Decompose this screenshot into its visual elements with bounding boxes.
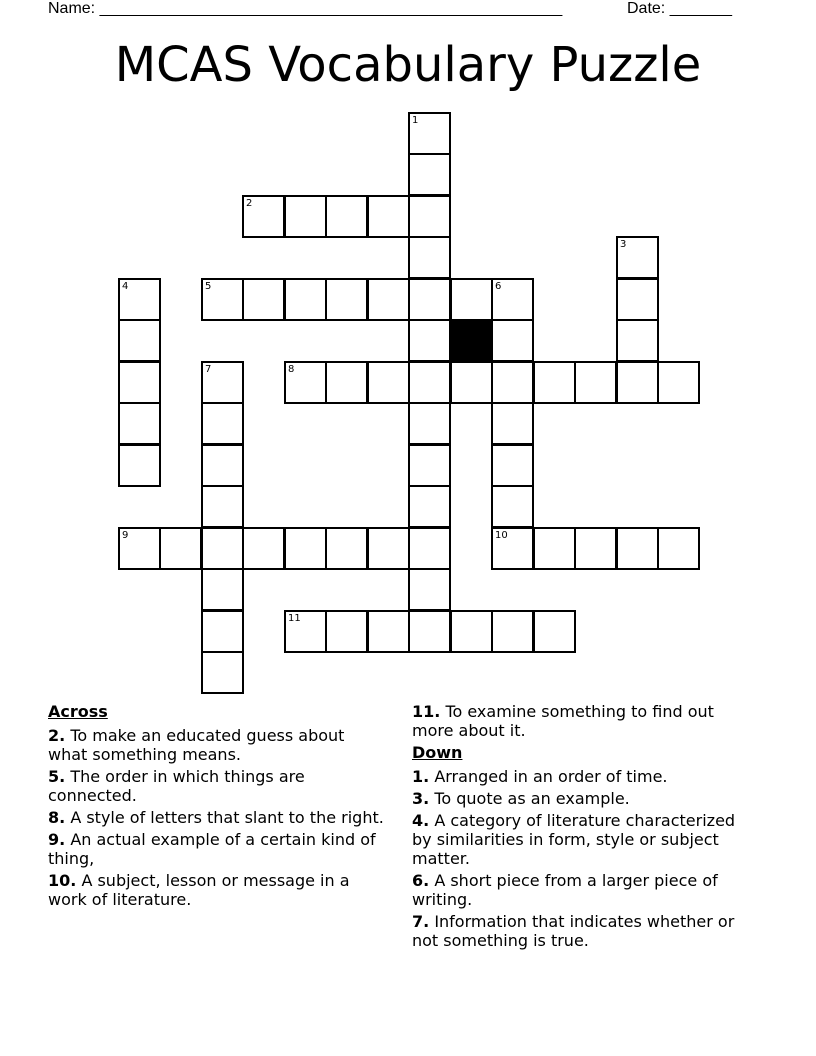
crossword-cell[interactable]	[325, 610, 368, 653]
clue-down-6: 6. A short piece from a larger piece of writing.	[412, 871, 718, 909]
clue-across-10: 10. A subject, lesson or message in a work of literature.	[48, 871, 350, 909]
crossword-cell[interactable]	[367, 195, 410, 238]
crossword-cell[interactable]	[533, 527, 576, 570]
crossword-cell[interactable]	[242, 278, 285, 321]
crossword-cell[interactable]	[201, 444, 244, 487]
crossword-cell[interactable]	[408, 319, 451, 362]
crossword-cell[interactable]	[657, 361, 700, 404]
crossword-cell[interactable]	[408, 361, 451, 404]
crossword-cell[interactable]	[367, 278, 410, 321]
crossword-cell[interactable]	[118, 361, 161, 404]
crossword-cell[interactable]	[491, 610, 534, 653]
crossword-cell[interactable]	[325, 195, 368, 238]
crossword-cell[interactable]	[408, 402, 451, 445]
crossword-cell[interactable]	[450, 610, 493, 653]
crossword-cell[interactable]	[616, 361, 659, 404]
crossword-cell[interactable]	[408, 195, 451, 238]
clue-down-4: 4. A category of literature characterized by similarities in form, style or subject matter.	[412, 811, 736, 868]
clue-number: 7	[205, 364, 212, 375]
crossword-cell[interactable]	[616, 319, 659, 362]
clues-column-right	[412, 702, 752, 953]
crossword-cell[interactable]	[408, 236, 451, 279]
crossword-cell[interactable]	[284, 361, 327, 404]
down-heading: Down	[412, 743, 463, 762]
crossword-cell[interactable]	[118, 527, 161, 570]
clue-down-7: 7. Information that indicates whether or not something is true.	[412, 912, 735, 950]
crossword-cell[interactable]	[201, 361, 244, 404]
clue-number: 6	[495, 281, 502, 292]
clue-across-8: 8. A style of letters that slant to the right.	[48, 808, 384, 827]
clue-across-9: 9. An actual example of a certain kind of thing,	[48, 830, 376, 868]
crossword-cell[interactable]	[574, 361, 617, 404]
across-heading: Across	[48, 702, 108, 721]
crossword-cell[interactable]	[284, 610, 327, 653]
crossword-cell[interactable]	[284, 278, 327, 321]
crossword-cell[interactable]	[491, 402, 534, 445]
clue-number: 1	[412, 115, 419, 126]
crossword-cell[interactable]	[201, 485, 244, 528]
crossword-cell[interactable]	[408, 485, 451, 528]
crossword-cell[interactable]	[616, 527, 659, 570]
crossword-cell[interactable]	[159, 527, 202, 570]
crossword-cell[interactable]	[491, 361, 534, 404]
crossword-cell[interactable]	[450, 361, 493, 404]
crossword-cell[interactable]	[408, 153, 451, 196]
crossword-cell[interactable]	[367, 527, 410, 570]
crossword-cell[interactable]	[201, 610, 244, 653]
crossword-cell[interactable]	[408, 610, 451, 653]
clue-number: 4	[122, 281, 129, 292]
crossword-cell[interactable]	[408, 278, 451, 321]
crossword-cell[interactable]	[491, 485, 534, 528]
crossword-cell[interactable]	[284, 527, 327, 570]
crossword-cell[interactable]	[201, 402, 244, 445]
clue-number: 11	[288, 613, 301, 624]
clue-number: 8	[288, 364, 295, 375]
crossword-cell[interactable]	[242, 195, 285, 238]
black-cell	[450, 319, 493, 362]
crossword-cell[interactable]	[408, 568, 451, 611]
puzzle-title: MCAS Vocabulary Puzzle	[114, 37, 702, 93]
date-field-label: Date: _______	[627, 0, 732, 17]
crossword-cell[interactable]	[408, 112, 451, 155]
crossword-cell[interactable]	[367, 361, 410, 404]
crossword-cell[interactable]	[657, 527, 700, 570]
clue-down-1: 1. Arranged in an order of time.	[412, 767, 668, 786]
clue-number: 2	[246, 198, 253, 209]
clue-across-5: 5. The order in which things are connected.	[48, 767, 305, 805]
crossword-cell[interactable]	[201, 527, 244, 570]
crossword-cell[interactable]	[450, 278, 493, 321]
crossword-cell[interactable]	[616, 236, 659, 279]
crossword-cell[interactable]	[118, 444, 161, 487]
crossword-cell[interactable]	[491, 278, 534, 321]
clue-number: 5	[205, 281, 212, 292]
clues-column-left	[48, 702, 388, 912]
crossword-cell[interactable]	[201, 568, 244, 611]
crossword-cell[interactable]	[242, 527, 285, 570]
crossword-cell[interactable]	[325, 278, 368, 321]
crossword-cell[interactable]	[118, 278, 161, 321]
clue-number: 9	[122, 530, 129, 541]
crossword-cell[interactable]	[201, 278, 244, 321]
crossword-cell[interactable]	[491, 527, 534, 570]
crossword-cell[interactable]	[533, 610, 576, 653]
crossword-cell[interactable]	[367, 610, 410, 653]
clue-across-2: 2. To make an educated guess about what something means.	[48, 726, 345, 764]
clue-number: 10	[495, 530, 508, 541]
crossword-cell[interactable]	[408, 444, 451, 487]
crossword-cell[interactable]	[118, 319, 161, 362]
crossword-cell[interactable]	[491, 444, 534, 487]
crossword-cell[interactable]	[491, 319, 534, 362]
clue-across-11: 11. To examine something to find out more about it.	[412, 702, 714, 740]
crossword-cell[interactable]	[325, 361, 368, 404]
crossword-cell[interactable]	[574, 527, 617, 570]
crossword-cell[interactable]	[118, 402, 161, 445]
crossword-cell[interactable]	[201, 651, 244, 694]
crossword-cell[interactable]	[408, 527, 451, 570]
clue-down-3: 3. To quote as an example.	[412, 789, 630, 808]
crossword-cell[interactable]	[616, 278, 659, 321]
clue-number: 3	[620, 239, 627, 250]
crossword-cell[interactable]	[533, 361, 576, 404]
crossword-cell[interactable]	[284, 195, 327, 238]
crossword-cell[interactable]	[325, 527, 368, 570]
name-field-label: Name: ____________________________________________________	[48, 0, 563, 17]
